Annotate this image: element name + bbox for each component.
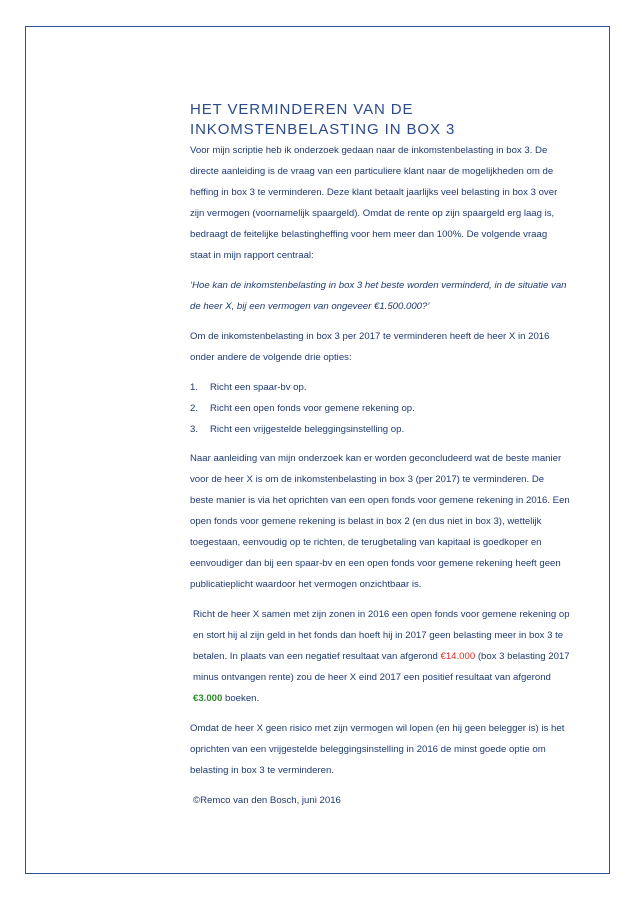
result-text-a: Richt de heer X samen met zijn zonen in 2016 een open fonds voor gemene rekening op en stort hij al zijn geld in het fonds dan hoeft hij in 2017 geen belasting meer in box 3 te betalen. In plaats van een negatief resultaat van afgerond [193, 609, 570, 662]
list-item [190, 377, 570, 398]
options-intro-paragraph: Om de inkomstenbelasting in box 3 per 2017 te verminderen heeft de heer X in 2016 onder andere de volgende drie opties: [190, 331, 550, 363]
list-number: 2. [190, 403, 199, 414]
intro-paragraph: Voor mijn scriptie heb ik onderzoek gedaan naar de inkomstenbelasting in box 3. De directe aanleiding is de vraag van een particuliere klant naar de mogelijkheden om de heffing in box 3 te verminderen. Deze klant betaalt jaarlijks veel belasting in box 3 over zijn vermogen (voornamelijk spaargeld). Omdat de rente op zijn spaargeld erg laag is, bedraagt de feitelijke belastingheffing voor hem meer dan 100%. De volgende vraag staat in mijn rapport centraal: [190, 145, 558, 261]
options-list [190, 377, 570, 440]
document-body [190, 100, 570, 811]
list-item-text: Richt een spaar-bv op. [210, 382, 307, 393]
document-title: HET VERMINDEREN VAN DE INKOMSTENBELASTING IN BOX 3 [190, 101, 456, 138]
result-text-c: boeken. [222, 693, 260, 704]
positive-amount: €3.000 [193, 693, 223, 704]
list-item-text: Richt een vrijgestelde beleggingsinstelling op. [210, 424, 405, 435]
conclusion-paragraph: Naar aanleiding van mijn onderzoek kan er worden geconcludeerd wat de beste manier voor de heer X is om de inkomstenbelasting in box 3 (per 2017) te verminderen. De beste manier is via het oprichten van een open fonds voor gemene rekening in 2016. Een open fonds voor gemene rekening is belast in box 2 (en dus niet in box 3), wettelijk toegestaan, eenvoudig op te richten, de terugbetaling van kapitaal is goedkoper en eenvoudiger dan bij een spaar-bv en een open fonds voor gemene rekening heeft geen publicatieplicht waardoor het vermogen onzichtbaar is. [190, 453, 570, 590]
list-number: 1. [190, 382, 199, 393]
list-item-text: Richt een open fonds voor gemene rekening op. [210, 403, 415, 414]
copyright-line: ©Remco van den Bosch, juni 2016 [193, 795, 341, 806]
list-number: 3. [190, 424, 199, 435]
negative-amount: €14.000 [440, 651, 476, 662]
list-item [190, 398, 570, 419]
research-question: ‘Hoe kan de inkomstenbelasting in box 3 het beste worden verminderd, in de situatie van de heer X, bij een vermogen van ongeveer €1.500.000?’ [190, 280, 567, 312]
result-text-b: (box 3 belasting 2017 minus ontvangen rente) zou de heer X eind 2017 een positief resultaat van afgerond [193, 651, 570, 683]
list-item [190, 419, 570, 440]
least-good-option-paragraph: Omdat de heer X geen risico met zijn vermogen wil lopen (en hij geen belegger is) is het oprichten van een vrijgestelde beleggingsinstelling in 2016 de minst goede optie om belasting in box 3 te verminderen. [190, 723, 565, 776]
result-paragraph [190, 604, 570, 709]
